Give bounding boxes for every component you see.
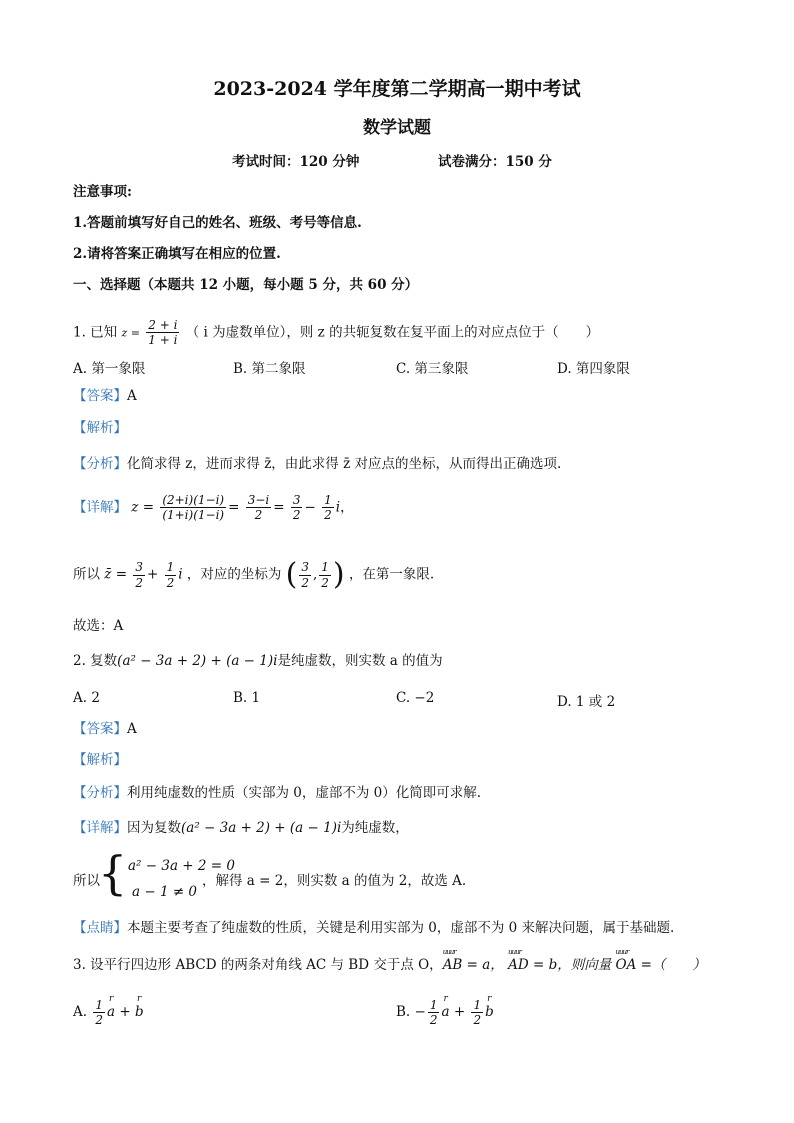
- option-c: C. −2: [396, 690, 435, 706]
- question-3: 3. 设平行四边形 ABCD 的两条对角线 AC 与 BD 交于点 O，uuur AB = a， uuur AD = b，则向量 uuur OA =（ ）: [73, 957, 706, 973]
- question-1: 1. 已知 z = $\frac{2 + i}{1 + i}$ （ i 为虚数单位），则 z 的共轭复数在复平面上的对应点位于（ ）: [73, 318, 600, 348]
- note-item: 1.答题前填写好自己的姓名、班级、考号等信息.: [73, 215, 362, 231]
- detail-line: 【详解】因为复数(a² − 3a + 2) + (a − 1)i为纯虚数，: [73, 820, 409, 836]
- subject-title: 数学试题: [363, 118, 431, 138]
- analysis-tag: 【解析】: [73, 420, 127, 436]
- so-line: 所以 z̄ = $\frac{3}{2}$ + $\frac{1}{2}$ i ，对应的坐标为 ( $\frac{3}{2}$ , $\frac{1}{2}$ ) ，在第一象限.: [73, 557, 435, 592]
- option-b: B. 第二象限: [233, 361, 306, 377]
- answer-line: 【答案】A: [73, 721, 137, 737]
- remark-line: 【点睛】本题主要考查了纯虚数的性质，关键是利用实部为 0，虚部不为 0 来解决问题，属于基础题.: [73, 920, 675, 936]
- notes-heading: 注意事项:: [73, 184, 132, 200]
- answer-line: 【答案】A: [73, 388, 137, 404]
- choose-line: 故选：A: [73, 618, 124, 634]
- brace-icon: {: [98, 846, 128, 900]
- analysis-line: 【分析】化简求得 z，进而求得 z̄，由此求得 z̄ 对应点的坐标，从而得出正确选项.: [73, 456, 562, 472]
- detail-line: 【详解】 z = $\frac{(2+i)(1-i)}{(1+i)(1-i)}$ = $\frac{3-i}{2}$ = $\frac{3}{2}$ − $\frac{1}{2}$ i，: [73, 493, 354, 523]
- option-b: B. 1: [233, 690, 261, 706]
- note-item: 2.请将答案正确填写在相应的位置.: [73, 246, 281, 262]
- system-eq-2: a − 1 ≠ 0: [132, 884, 198, 900]
- option-c: C. 第三象限: [396, 361, 469, 377]
- option-a: A. $\frac{1}{2}$ r a + r b: [73, 998, 144, 1027]
- option-b: B. − $\frac{1}{2}$ r a + $\frac{1}{2}$ r b: [396, 998, 494, 1027]
- exam-time: 考试时间：120 分钟: [232, 154, 360, 170]
- question-2: 2. 复数(a² − 3a + 2) + (a − 1)i是纯虚数，则实数 a 的值为: [73, 653, 443, 669]
- so-prefix: 所以: [73, 873, 100, 889]
- system-eq-1: a² − 3a + 2 = 0: [128, 858, 235, 874]
- analysis-line: 【分析】利用纯虚数的性质（实部为 0，虚部不为 0）化简即可求解.: [73, 785, 482, 801]
- option-d: D. 1 或 2: [557, 694, 616, 710]
- page-title: 2023-2024 学年度第二学期高一期中考试: [213, 78, 581, 100]
- full-score: 试卷满分：150 分: [438, 154, 552, 170]
- section-heading: 一、选择题（本题共 12 小题，每小题 5 分，共 60 分）: [73, 277, 419, 293]
- analysis-tag: 【解析】: [73, 752, 127, 768]
- option-a: A. 第一象限: [73, 361, 146, 377]
- so-end: ，解得 a = 2，则实数 a 的值为 2，故选 A.: [202, 873, 467, 889]
- option-d: D. 第四象限: [557, 361, 630, 377]
- option-a: A. 2: [73, 690, 100, 706]
